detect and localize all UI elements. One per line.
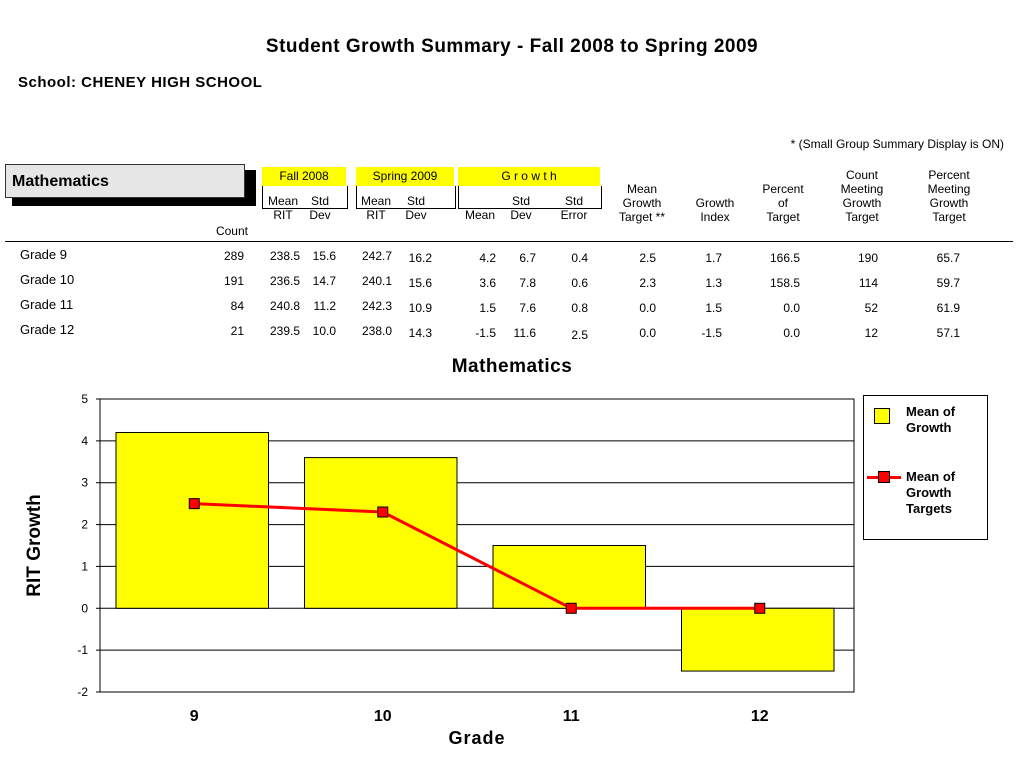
y-tick-label: 4 [81, 433, 88, 448]
col-growth-mean: Mean [464, 208, 496, 222]
cell-spring-std: 10.9 [408, 301, 432, 315]
cell-growth-index: 1.3 [705, 276, 722, 290]
cell-fall-mean: 239.5 [269, 324, 300, 338]
cell-spring-mean: 240.1 [361, 274, 392, 288]
cell-percent-target: 0.0 [783, 326, 800, 340]
line-point-marker [566, 603, 576, 613]
subject-label: Mathematics [5, 164, 245, 198]
cell-growth-error: 2.5 [571, 328, 588, 342]
x-axis-title: Grade [448, 728, 506, 748]
cell-mean-target: 0.0 [639, 301, 656, 315]
line-point-marker [378, 507, 388, 517]
legend-marker-sample [878, 471, 890, 483]
small-group-note: * (Small Group Summary Display is ON) [790, 137, 1004, 151]
bar-mean-growth [116, 432, 269, 608]
cell-count: 84 [230, 299, 244, 313]
cell-growth-error: 0.6 [571, 276, 588, 290]
bar-mean-growth [493, 546, 646, 609]
col-percent-target: Percent of Target [762, 182, 804, 224]
cell-count: 21 [230, 324, 244, 338]
line-point-marker [189, 499, 199, 509]
col-mean-target: Mean Growth Target ** [618, 182, 666, 224]
x-tick-label: 10 [373, 708, 392, 725]
y-tick-label: 2 [81, 517, 88, 532]
school-name: School: CHENEY HIGH SCHOOL [18, 74, 263, 91]
group-header-fall: Fall 2008 [262, 167, 346, 186]
y-tick-label: -1 [77, 643, 88, 658]
y-tick-label: 1 [81, 559, 88, 574]
cell-count-meeting: 114 [858, 276, 878, 290]
x-tick-label: 11 [562, 708, 580, 725]
chart-title: Mathematics [451, 356, 573, 377]
group-header-growth: G r o w t h [458, 167, 600, 186]
cell-growth-std: 6.7 [519, 251, 536, 265]
col-spring-mean: Mean RIT [360, 194, 392, 222]
cell-growth-error: 0.8 [571, 301, 588, 315]
report-title: Student Growth Summary - Fall 2008 to Spring 2009 [265, 36, 759, 57]
cell-percent-target: 0.0 [783, 301, 800, 315]
col-count-meeting: Count Meeting Growth Target [840, 168, 884, 224]
row-label: Grade 9 [20, 247, 67, 262]
cell-growth-mean: 4.2 [479, 251, 496, 265]
cell-mean-target: 0.0 [639, 326, 656, 340]
bar-mean-growth [682, 608, 835, 671]
col-growth-error: Std Error [560, 194, 588, 222]
col-fall-std: Std Dev [309, 194, 331, 222]
cell-fall-mean: 240.8 [269, 299, 300, 313]
cell-spring-mean: 242.3 [361, 299, 392, 313]
cell-percent-meeting: 61.9 [936, 301, 960, 315]
cell-fall-std: 11.2 [313, 299, 336, 313]
col-growth-std: Std Dev [510, 194, 532, 222]
cell-percent-meeting: 65.7 [936, 251, 960, 265]
col-fall-mean: Mean RIT [267, 194, 299, 222]
cell-percent-meeting: 57.1 [936, 326, 960, 340]
cell-growth-error: 0.4 [571, 251, 588, 265]
y-tick-label: 5 [81, 392, 88, 406]
group-header-spring: Spring 2009 [356, 167, 454, 186]
cell-count-meeting: 190 [857, 251, 878, 265]
col-percent-meeting: Percent Meeting Growth Target [927, 168, 971, 224]
row-label: Grade 10 [20, 272, 75, 287]
cell-growth-index: 1.5 [705, 301, 722, 315]
col-growth-index: Growth Index [695, 196, 735, 224]
cell-percent-target: 166.5 [769, 251, 800, 265]
chart-legend [863, 395, 988, 540]
x-tick-label: 12 [750, 708, 769, 725]
bar-mean-growth [305, 458, 458, 609]
cell-count: 191 [223, 274, 244, 288]
y-tick-label: 3 [81, 475, 88, 490]
cell-count: 289 [223, 249, 244, 263]
cell-fall-mean: 236.5 [269, 274, 300, 288]
legend-label-bar: Mean of Growth [906, 404, 956, 435]
cell-growth-index: -1.5 [701, 326, 722, 340]
y-tick-label: 0 [81, 601, 88, 616]
cell-percent-target: 158.5 [769, 276, 800, 290]
cell-spring-mean: 238.0 [361, 324, 392, 338]
row-label: Grade 11 [20, 297, 74, 312]
cell-fall-std: 10.0 [312, 324, 336, 338]
x-tick-label: 9 [189, 708, 199, 725]
cell-growth-mean: -1.5 [475, 326, 496, 340]
cell-count-meeting: 12 [864, 326, 878, 340]
cell-growth-std: 7.6 [519, 301, 536, 315]
line-growth-target [194, 504, 760, 609]
y-tick-label: -2 [77, 685, 88, 699]
col-count: Count [215, 224, 248, 238]
cell-fall-std: 14.7 [312, 274, 336, 288]
cell-spring-std: 16.2 [408, 251, 432, 265]
cell-growth-mean: 1.5 [479, 301, 496, 315]
cell-spring-mean: 242.7 [361, 249, 392, 263]
row-label: Grade 12 [20, 322, 75, 337]
cell-mean-target: 2.5 [639, 251, 656, 265]
cell-fall-mean: 238.5 [269, 249, 300, 263]
cell-growth-index: 1.7 [705, 251, 722, 265]
cell-mean-target: 2.3 [639, 276, 656, 290]
cell-spring-std: 15.6 [408, 276, 432, 290]
cell-fall-std: 15.6 [312, 249, 336, 263]
cell-growth-std: 11.6 [513, 326, 536, 340]
cell-percent-meeting: 59.7 [936, 276, 960, 290]
header-rule [5, 241, 1013, 242]
col-spring-std: Std Dev [405, 194, 427, 222]
cell-spring-std: 14.3 [408, 326, 432, 340]
line-point-marker [755, 603, 765, 613]
legend-swatch-bar [874, 408, 890, 424]
cell-growth-mean: 3.6 [479, 276, 496, 290]
legend-label-line: Mean of Growth Targets [906, 469, 956, 516]
cell-count-meeting: 52 [864, 301, 878, 315]
cell-growth-std: 7.8 [519, 276, 536, 290]
y-axis-title: RIT Growth [24, 494, 45, 597]
